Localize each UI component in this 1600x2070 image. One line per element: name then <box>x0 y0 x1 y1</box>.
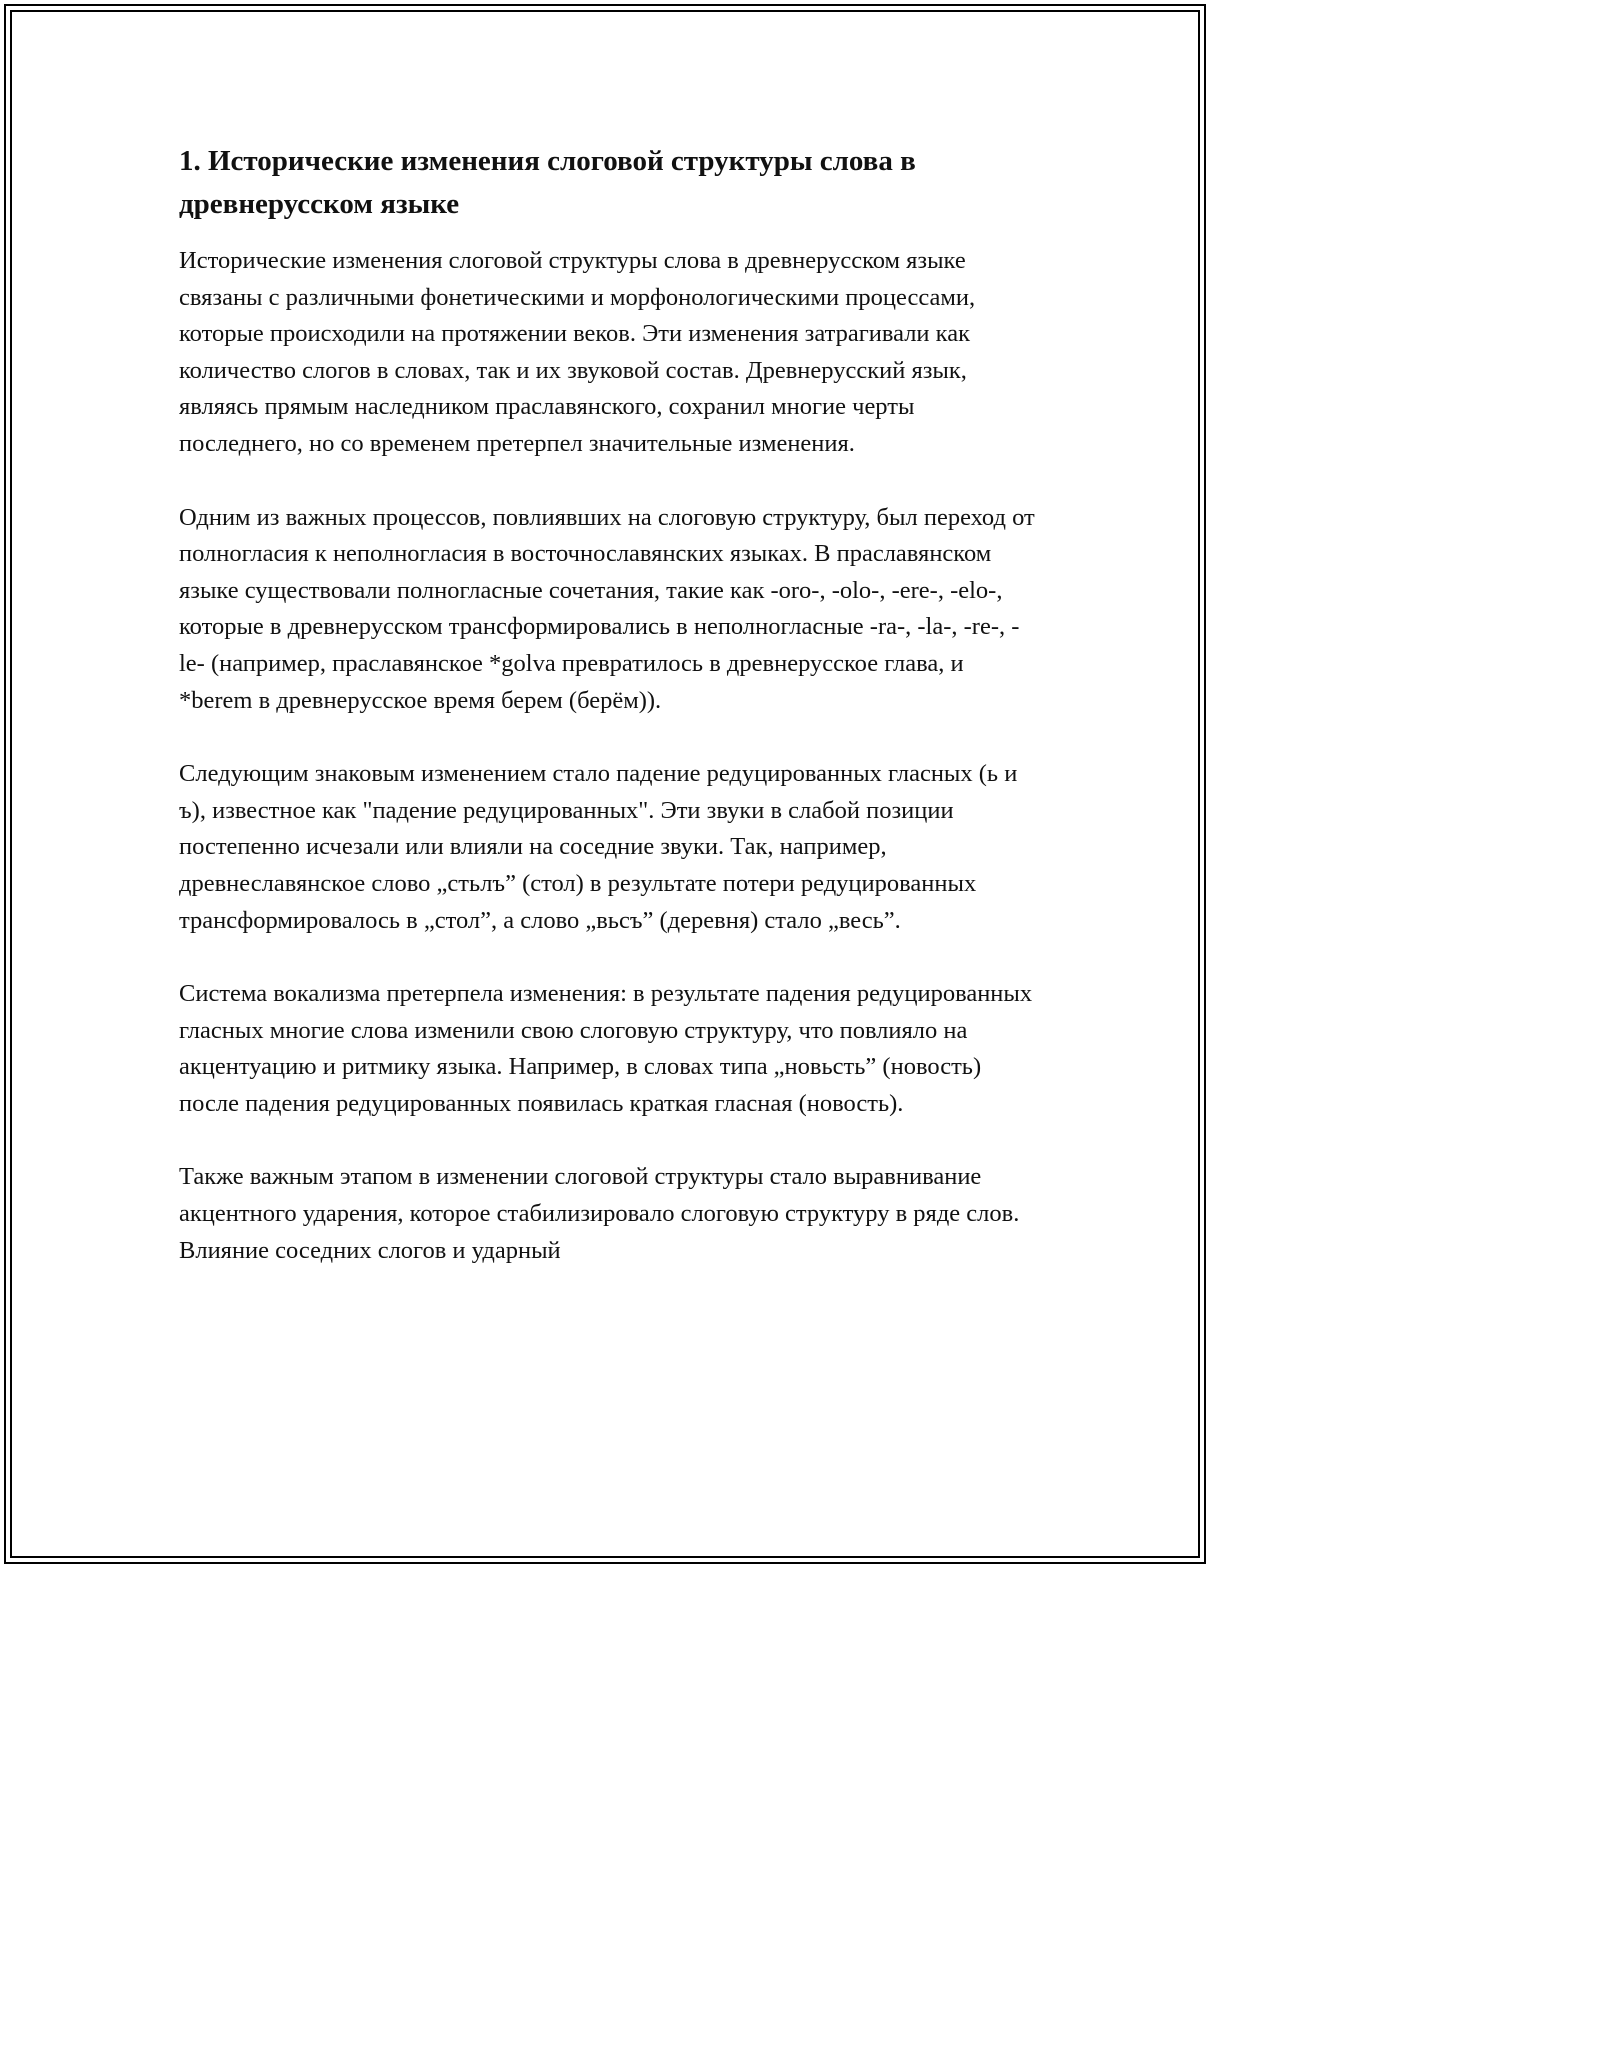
paragraph-4: Система вокализма претерпела изменения: в результате падения редуцированных гласных многие слова изменили свою слоговую структуру, что повлияло на акцентуацию и ритмику языка. Например, в словах типа „новьсть” (новость) после падения редуцированных появилась краткая гласная (новость). <box>179 980 1033 1117</box>
paragraph-1: Исторические изменения слоговой структуры слова в древнерусском языке связаны с различными фонетическими и морфонологическими процессами, которые происходили на протяжении веков. Эти изменения затрагивали как количество слогов в словах, так и их звуковой состав. Древнерусский язык, являясь прямым наследником праславянского, сохранил многие черты последнего, но со временем претерпел значительные изменения. <box>179 247 976 457</box>
paragraph-5: Также важным этапом в изменении слоговой структуры стало выравнивание акцентного ударения, которое стабилизировало слоговую структуру в ряде слов. Влияние соседних слогов и ударный <box>179 1163 1020 1264</box>
section-heading: 1. Исторические изменения слоговой структуры слова в древнерусском языке <box>179 145 916 220</box>
paragraph-2: Одним из важных процессов, повлиявших на слоговую структуру, был переход от полногласия к неполногласия в восточнославянских языках. В праславянском языке существовали полногласные сочетания, такие как -oro-, -olo-, -ere-, -elo-, которые в древнерусском трансформировались в неполногласные -ra-, -la-, -re-, -le- (например, праславянское *golva превратилось в древнерусское глава, и *berem в древнерусское время берем (берём)). <box>179 503 1035 714</box>
document-body <box>179 140 1039 1306</box>
paragraph-3: Следующим знаковым изменением стало падение редуцированных гласных (ь и ъ), известное как "падение редуцированных". Эти звуки в слабой позиции постепенно исчезали или влияли на соседние звуки. Так, например, древнеславянское слово „стьлъ” (стол) в результате потери редуцированных трансформировалось в „стол”, а слово „вьсъ” (деревня) стало „весь”. <box>179 760 1018 934</box>
